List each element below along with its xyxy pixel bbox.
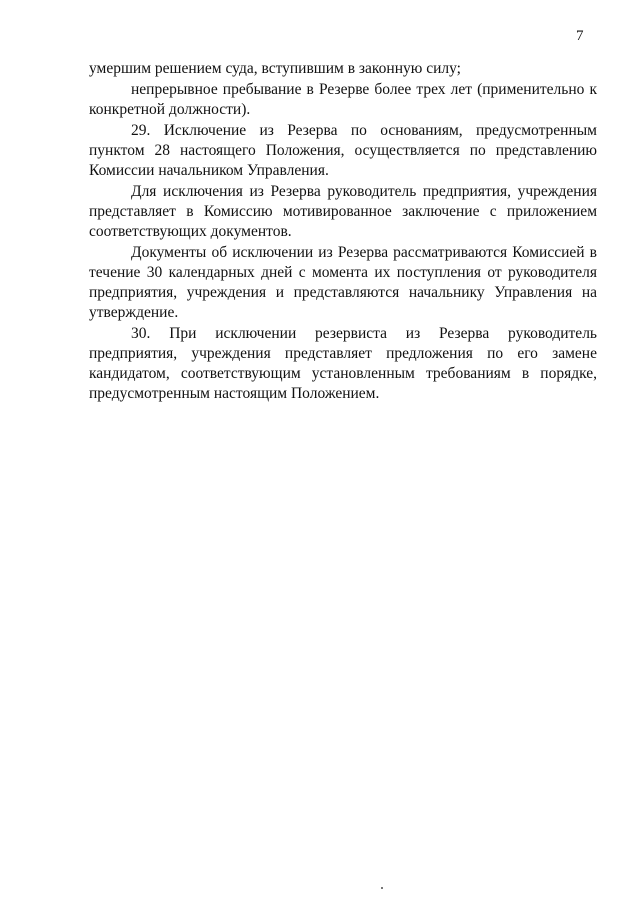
paragraph-1: умершим решением суда, вступившим в законную силу; [89, 60, 461, 77]
paragraph-4: Для исключения из Резерва руководитель предприятия, учреждения представляет в Комиссию мотивированное заключение с приложением соответствующих документов. [89, 183, 597, 240]
paragraph-6: 30. При исключении резервиста из Резерва руководитель предприятия, учреждения представляет предложения по его замене кандидатом, соответствующим установленным требованиям в порядке, предусмотренным настоящим Положением. [89, 325, 597, 402]
scan-artifact-dot [381, 887, 383, 889]
paragraph-3: 29. Исключение из Резерва по основаниям, предусмотренным пунктом 28 настоящего Положения, осуществляется по представлению Комиссии начальником Управления. [89, 122, 597, 179]
document-body [89, 59, 597, 405]
paragraph-5: Документы об исключении из Резерва рассматриваются Комиссией в течение 30 календарных дней с момента их поступления от руководителя предприятия, учреждения и представляются начальнику Управления на утверждение. [89, 244, 597, 321]
paragraph-2: непрерывное пребывание в Резерве более трех лет (применительно к конкретной должности). [89, 81, 597, 118]
page-number: 7 [576, 28, 584, 44]
